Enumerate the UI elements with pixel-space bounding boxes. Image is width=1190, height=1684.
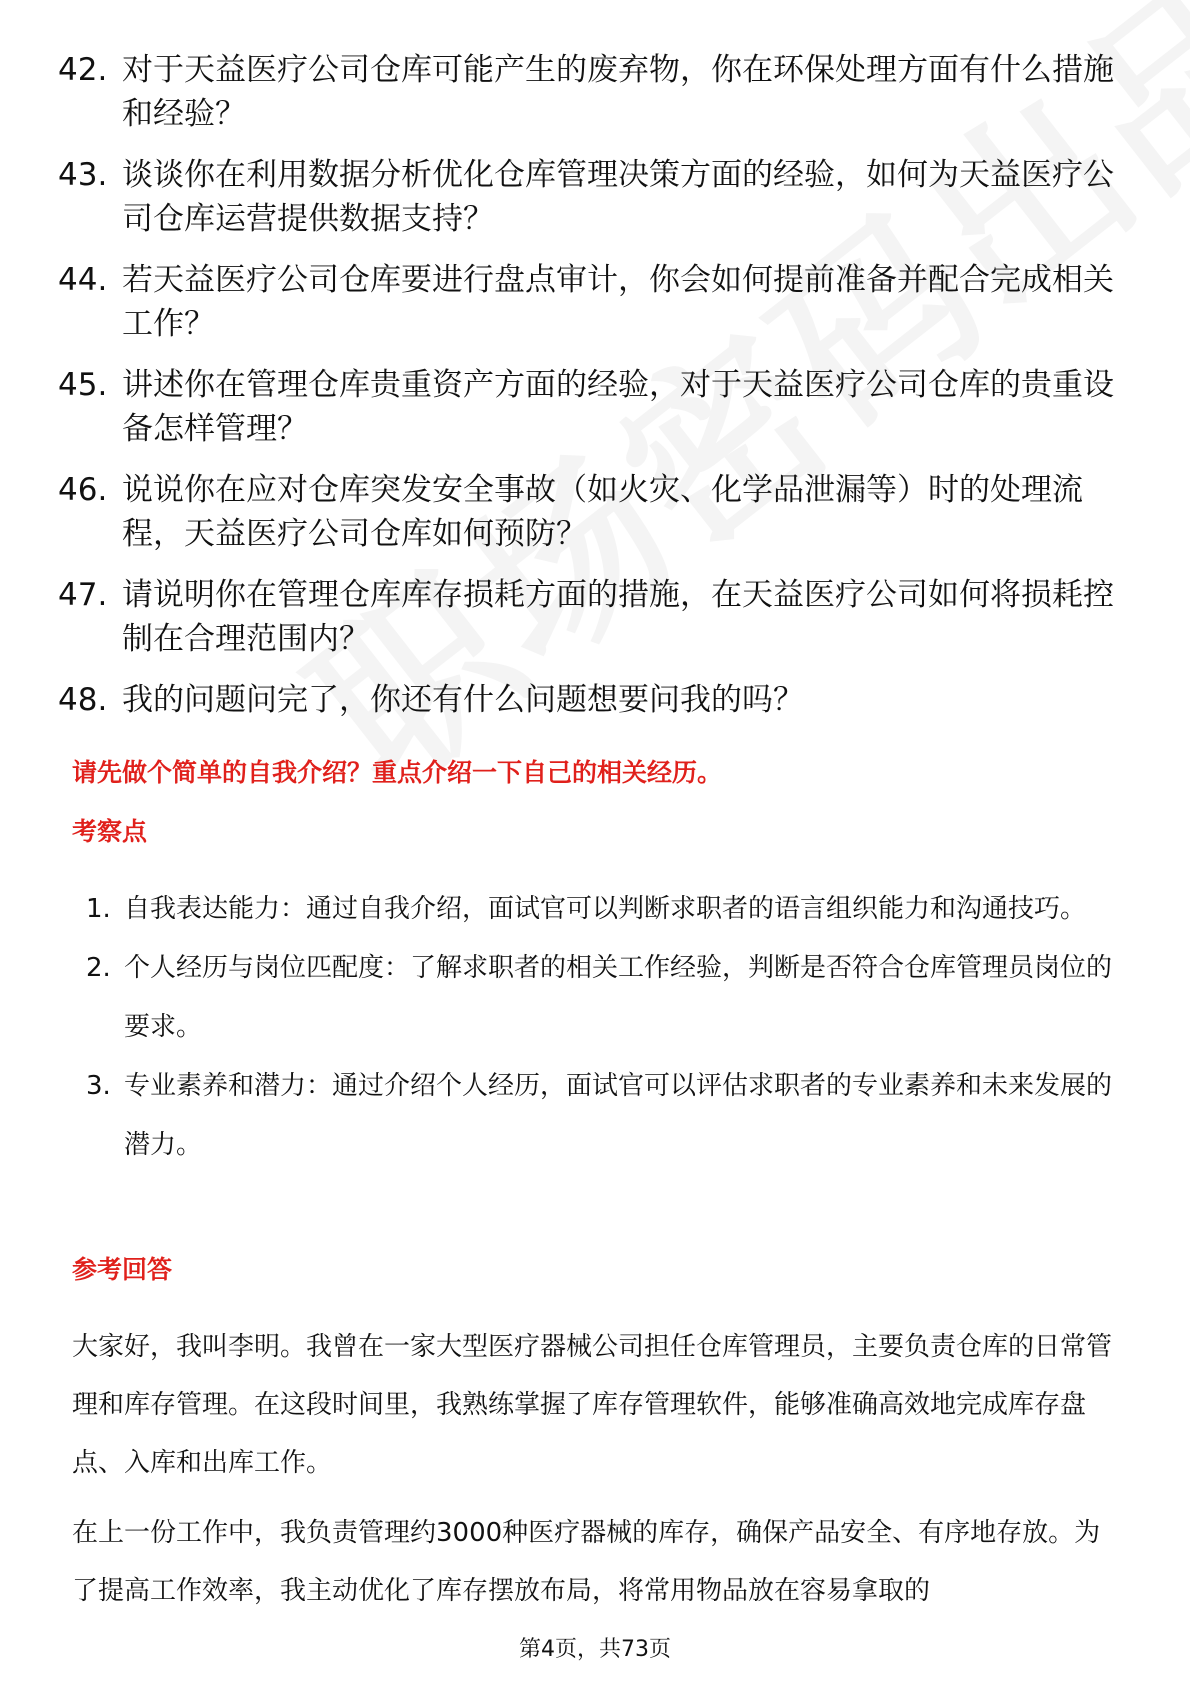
check-point-item [86, 880, 1126, 939]
check-point-number: 3. [86, 1071, 111, 1101]
question-text: 讲述你在管理仓库贵重资产方面的经验，对于天益医疗公司仓库的贵重设备怎样管理？ [122, 367, 1114, 447]
question-text: 说说你在应对仓库突发安全事故（如火灾、化学品泄漏等）时的处理流程，天益医疗公司仓库如何预防？ [122, 472, 1083, 552]
question-number: 43. [58, 157, 108, 193]
question-text: 我的问题问完了，你还有什么问题想要问我的吗？ [122, 682, 804, 718]
question-number: 42. [58, 52, 108, 88]
question-item [58, 48, 1118, 136]
page-footer: 第4页，共73页 [519, 1637, 671, 1662]
question-item [58, 258, 1118, 346]
question-text: 若天益医疗公司仓库要进行盘点审计，你会如何提前准备并配合完成相关工作？ [122, 262, 1114, 342]
reference-answer-label: 参考回答 [72, 1255, 173, 1284]
check-point-item [86, 1057, 1126, 1175]
question-text: 谈谈你在利用数据分析优化仓库管理决策方面的经验，如何为天益医疗公司仓库运营提供数据支持？ [122, 157, 1114, 237]
question-item [58, 573, 1118, 661]
question-number: 46. [58, 472, 108, 508]
question-item [58, 363, 1118, 451]
check-point-item [86, 939, 1126, 1057]
check-points-list [86, 880, 1126, 1175]
question-text: 请说明你在管理仓库库存损耗方面的措施，在天益医疗公司如何将损耗控制在合理范围内？ [122, 577, 1114, 657]
answer-paragraph: 在上一份工作中，我负责管理约3000种医疗器械的库存，确保产品安全、有序地存放。为了提高工作效率，我主动优化了库存摆放布局，将常用物品放在容易拿取的 [72, 1518, 1101, 1606]
question-list [58, 48, 1118, 739]
question-number: 44. [58, 262, 108, 298]
question-item [58, 153, 1118, 241]
check-point-number: 2. [86, 953, 111, 983]
check-point-text: 个人经历与岗位匹配度：了解求职者的相关工作经验，判断是否符合仓库管理员岗位的要求。 [124, 953, 1113, 1042]
question-number: 45. [58, 367, 108, 403]
featured-question-heading: 请先做个简单的自我介绍？重点介绍一下自己的相关经历。 [72, 758, 723, 787]
question-number: 48. [58, 682, 108, 718]
check-point-number: 1. [86, 894, 111, 924]
check-points-label: 考察点 [72, 817, 148, 846]
check-point-text: 自我表达能力：通过自我介绍，面试官可以判断求职者的语言组织能力和沟通技巧。 [124, 894, 1087, 924]
question-text: 对于天益医疗公司仓库可能产生的废弃物，你在环保处理方面有什么措施和经验？ [122, 52, 1114, 132]
check-point-text: 专业素养和潜力：通过介绍个人经历，面试官可以评估求职者的专业素养和未来发展的潜力。 [124, 1071, 1113, 1160]
question-item [58, 678, 1118, 722]
question-item [58, 468, 1118, 556]
question-number: 47. [58, 577, 108, 613]
answer-paragraph: 大家好，我叫李明。我曾在一家大型医疗器械公司担任仓库管理员，主要负责仓库的日常管理和库存管理。在这段时间里，我熟练掌握了库存管理软件，能够准确高效地完成库存盘点、入库和出库工作。 [72, 1332, 1113, 1478]
